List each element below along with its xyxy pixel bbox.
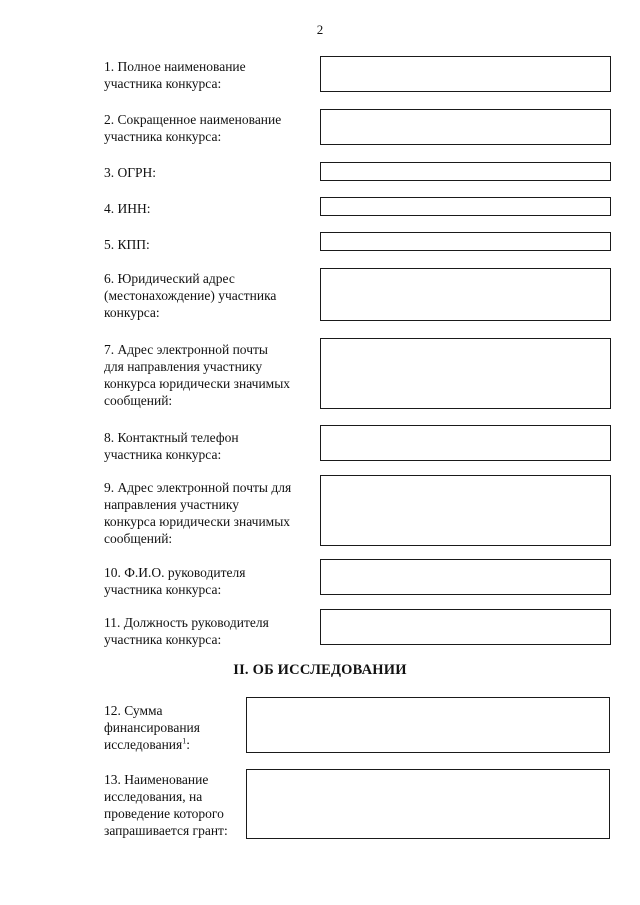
legal-address-field[interactable] xyxy=(320,268,611,321)
contact-phone-field[interactable] xyxy=(320,425,611,461)
field-label-funding-amount xyxy=(104,702,200,753)
field-label-short-name: 2. Сокращенное наименование участника конкурса: xyxy=(104,112,282,144)
page-number: 2 xyxy=(316,22,324,37)
section-heading-research: II. ОБ ИССЛЕДОВАНИИ xyxy=(233,662,407,678)
funding-amount-field[interactable] xyxy=(246,697,610,753)
funding-amount-label-suffix: : xyxy=(186,737,190,752)
field-label-director-name: 10. Ф.И.О. руководителя участника конкурса: xyxy=(104,565,246,597)
director-position-field[interactable] xyxy=(320,609,611,645)
email-legal-messages-field[interactable] xyxy=(320,338,611,409)
inn-field[interactable] xyxy=(320,197,611,216)
research-title-field[interactable] xyxy=(246,769,610,839)
field-label-inn: 4. ИНН: xyxy=(104,201,151,216)
funding-amount-label-text: 12. Сумма финансирования исследования xyxy=(104,703,200,752)
ogrn-field[interactable] xyxy=(320,162,611,181)
field-label-full-name: 1. Полное наименование участника конкурса: xyxy=(104,59,246,91)
field-label-kpp: 5. КПП: xyxy=(104,237,150,252)
field-label-research-title: 13. Наименование исследования, на проведение которого запрашивается грант: xyxy=(104,772,228,838)
director-name-field[interactable] xyxy=(320,559,611,595)
email-notices-field[interactable] xyxy=(320,475,611,546)
kpp-field[interactable] xyxy=(320,232,611,251)
short-name-field[interactable] xyxy=(320,109,611,145)
footnote-mark: 1 xyxy=(182,736,187,746)
field-label-phone: 8. Контактный телефон участника конкурса: xyxy=(104,430,239,462)
field-label-director-position: 11. Должность руководителя участника конкурса: xyxy=(104,615,269,647)
full-name-field[interactable] xyxy=(320,56,611,92)
field-label-ogrn: 3. ОГРН: xyxy=(104,165,157,180)
field-label-legal-address: 6. Юридический адрес (местонахождение) участника конкурса: xyxy=(104,271,277,320)
field-label-email-legal: 7. Адрес электронной почты для направления участнику конкурса юридически значимых сообщений: xyxy=(104,342,291,408)
field-label-email-notices: 9. Адрес электронной почты для направления участнику конкурса юридически значимых сообщений: xyxy=(104,480,292,546)
